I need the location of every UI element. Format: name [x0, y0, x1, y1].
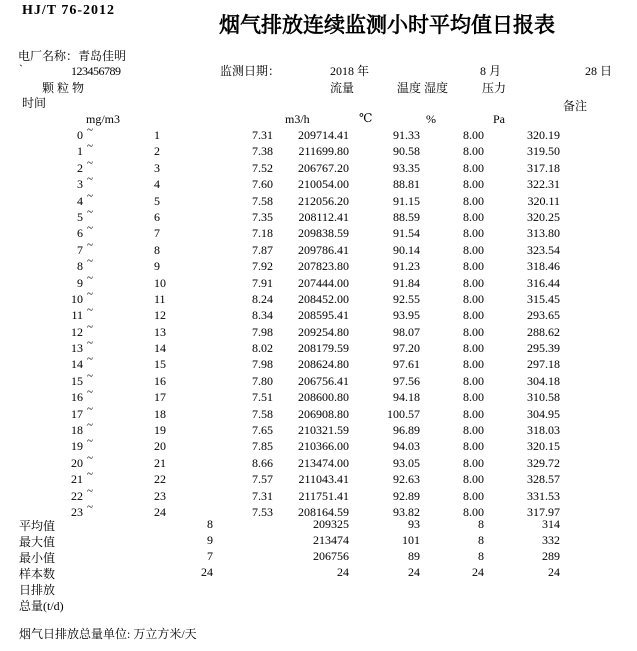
humidity-value: 8.00 [463, 488, 484, 503]
hour-end: 24 [154, 504, 166, 519]
particulate-value: 7.35 [252, 209, 273, 224]
summary-label: 最大值 [19, 535, 56, 549]
table-row [0, 437, 637, 453]
tilde-mark: ~ [87, 238, 93, 251]
humidity-value: 8.00 [463, 308, 484, 323]
hour-start: 10 [71, 291, 83, 306]
data-rows [0, 126, 637, 519]
temperature-value: 97.61 [393, 357, 420, 372]
table-row [0, 287, 637, 306]
summary-flow-value: 206756 [313, 549, 349, 563]
summary-temperature-value: 89 [408, 549, 420, 563]
particulate-value: 7.92 [252, 259, 273, 274]
flow-value: 206756.41 [298, 373, 349, 388]
hour-start: 23 [71, 504, 83, 519]
flow-value: 208452.00 [298, 291, 349, 306]
pressure-value: 310.58 [527, 390, 560, 405]
pressure-value: 293.65 [527, 308, 560, 323]
hour-end: 3 [154, 160, 160, 175]
particulate-value: 7.98 [252, 357, 273, 372]
particulate-value: 7.65 [252, 423, 273, 438]
hour-start: 9 [77, 275, 83, 290]
flow-value: 210321.59 [298, 423, 349, 438]
particulate-value: 8.34 [252, 308, 273, 323]
summary-flow-value: 213474 [313, 533, 349, 547]
summary-row [0, 548, 637, 564]
table-row [0, 224, 637, 240]
tilde-mark: ~ [87, 468, 93, 481]
temperature-value: 97.56 [393, 373, 420, 388]
tilde-mark: ~ [87, 451, 93, 464]
flow-value: 208112.41 [298, 209, 349, 224]
pressure-value: 297.18 [527, 357, 560, 372]
tilde-mark: ~ [87, 500, 93, 513]
particulate-value: 7.51 [252, 390, 273, 405]
column-header-remark: 备注 [563, 99, 588, 113]
flow-value: 211699.80 [298, 144, 349, 159]
flow-value: 208600.80 [298, 390, 349, 405]
tilde-mark: ~ [87, 402, 93, 415]
unit-particulate: mg/m3 [86, 112, 121, 126]
humidity-value: 8.00 [463, 275, 484, 290]
hour-end: 19 [154, 423, 166, 438]
standard-code: HJ/T 76-2012 [22, 3, 116, 18]
particulate-value: 7.58 [252, 406, 273, 421]
temperature-value: 93.82 [393, 504, 420, 519]
particulate-value: 7.31 [252, 128, 273, 142]
date-year: 2018 年 [330, 64, 370, 78]
pressure-value: 317.97 [527, 504, 560, 519]
tilde-mark: ~ [87, 189, 93, 202]
particulate-value: 7.58 [252, 193, 273, 208]
summary-row [0, 516, 637, 532]
hour-start: 13 [71, 341, 83, 356]
footer-note: 烟气日排放总量单位: 万立方米/天 [19, 627, 197, 641]
particulate-value: 7.38 [252, 144, 273, 159]
tilde-mark: ~ [87, 419, 93, 432]
hour-end: 8 [154, 242, 160, 257]
summary-particulate-value: 7 [207, 549, 213, 563]
temperature-value: 91.23 [393, 259, 420, 274]
summary-label: 最小值 [19, 551, 56, 565]
humidity-value: 8.00 [463, 439, 484, 454]
pressure-value: 304.95 [527, 406, 560, 421]
summary-label: 日排放 [19, 583, 56, 597]
hour-start: 2 [77, 160, 83, 175]
summary-pressure-value: 314 [542, 517, 560, 531]
plant-name-value: 青岛佳明 [78, 49, 127, 63]
pressure-value: 329.72 [527, 455, 560, 470]
temperature-value: 88.59 [393, 209, 420, 224]
table-row [0, 238, 637, 257]
summary-humidity-value: 24 [472, 565, 484, 579]
summary-humidity-value: 8 [478, 549, 484, 563]
particulate-value: 7.87 [252, 242, 273, 257]
hour-start: 3 [77, 177, 83, 192]
hour-end: 12 [154, 308, 166, 323]
summary-temperature-value: 24 [408, 565, 420, 579]
hour-end: 20 [154, 439, 166, 454]
table-row [0, 421, 637, 437]
table-row [0, 451, 637, 470]
hour-start: 5 [77, 209, 83, 224]
summary-row [0, 532, 637, 548]
summary-rows [0, 516, 637, 612]
summary-label: 平均值 [19, 519, 56, 533]
flow-value: 209254.80 [298, 324, 349, 339]
temperature-value: 93.35 [393, 160, 420, 175]
hour-end: 22 [154, 472, 166, 487]
flow-value: 211043.41 [298, 472, 349, 487]
tilde-mark: ~ [87, 320, 93, 333]
flow-value: 207444.00 [298, 275, 349, 290]
table-row [0, 156, 637, 175]
tilde-mark: ~ [87, 271, 93, 284]
table-row [0, 257, 637, 273]
tilde-mark: ~ [87, 140, 93, 153]
pressure-value: 328.57 [527, 472, 560, 487]
hour-end: 11 [154, 291, 166, 306]
temperature-value: 92.55 [393, 291, 420, 306]
date-month: 8 月 [480, 64, 502, 78]
flow-value: 212056.20 [298, 193, 349, 208]
column-header-pressure: 压力 [482, 81, 507, 95]
tilde-mark: ~ [87, 337, 93, 350]
pressure-value: 317.18 [527, 160, 560, 175]
hour-end: 5 [154, 193, 160, 208]
table-row [0, 306, 637, 322]
pressure-value: 295.39 [527, 341, 560, 356]
table-row [0, 271, 637, 290]
temperature-value: 91.33 [393, 128, 420, 142]
humidity-value: 8.00 [463, 357, 484, 372]
flow-value: 206767.20 [298, 160, 349, 175]
flow-value: 208624.80 [298, 357, 349, 372]
temperature-value: 91.54 [393, 226, 420, 241]
particulate-value: 7.85 [252, 439, 273, 454]
tilde-mark: ~ [87, 435, 93, 448]
tilde-mark: ~ [87, 369, 93, 382]
pressure-value: 304.18 [527, 373, 560, 388]
humidity-value: 8.00 [463, 291, 484, 306]
summary-temperature-value: 93 [408, 517, 420, 531]
humidity-value: 8.00 [463, 128, 484, 142]
tilde-mark: ~ [87, 124, 93, 136]
humidity-value: 8.00 [463, 341, 484, 356]
hour-end: 6 [154, 209, 160, 224]
summary-label: 总量(t/d) [19, 599, 64, 613]
hour-start: 17 [71, 406, 83, 421]
pressure-value: 313.80 [527, 226, 560, 241]
particulate-value: 7.31 [252, 488, 273, 503]
flow-value: 209786.41 [298, 242, 349, 257]
table-row [0, 470, 637, 486]
temperature-value: 96.89 [393, 423, 420, 438]
humidity-value: 8.00 [463, 324, 484, 339]
pressure-value: 315.45 [527, 291, 560, 306]
column-header-particulate: 颗粒物 [42, 81, 88, 95]
particulate-value: 7.52 [252, 160, 273, 175]
hour-end: 7 [154, 226, 160, 241]
summary-row [0, 564, 637, 580]
hour-start: 18 [71, 423, 83, 438]
hour-end: 15 [154, 357, 166, 372]
pressure-value: 320.11 [527, 193, 560, 208]
summary-row [0, 596, 637, 612]
temperature-value: 91.84 [393, 275, 420, 290]
flow-value: 208595.41 [298, 308, 349, 323]
hour-start: 20 [71, 455, 83, 470]
humidity-value: 8.00 [463, 226, 484, 241]
temperature-value: 93.95 [393, 308, 420, 323]
pressure-value: 323.54 [527, 242, 560, 257]
table-row [0, 388, 637, 404]
hour-end: 1 [154, 128, 160, 142]
summary-flow-value: 24 [337, 565, 349, 579]
summary-humidity-value: 8 [478, 517, 484, 531]
humidity-value: 8.00 [463, 242, 484, 257]
hour-start: 15 [71, 373, 83, 388]
flow-value: 209838.59 [298, 226, 349, 241]
tilde-mark: ~ [87, 304, 93, 317]
humidity-value: 8.00 [463, 390, 484, 405]
temperature-value: 97.20 [393, 341, 420, 356]
hour-end: 18 [154, 406, 166, 421]
page-title: 烟气排放连续监测小时平均值日报表 [219, 13, 555, 37]
table-row [0, 320, 637, 339]
tilde-mark: ~ [87, 287, 93, 300]
tilde-mark: ~ [87, 156, 93, 169]
table-row [0, 355, 637, 371]
particulate-value: 8.24 [252, 291, 273, 306]
temperature-value: 91.15 [393, 193, 420, 208]
temperature-value: 92.89 [393, 488, 420, 503]
unit-humidity: % [426, 112, 436, 126]
plant-name-label: 电厂名称： [18, 49, 79, 63]
pressure-value: 318.46 [527, 259, 560, 274]
summary-humidity-value: 8 [478, 533, 484, 547]
summary-particulate-value: 8 [207, 517, 213, 531]
table-row [0, 339, 637, 355]
flow-value: 211751.41 [298, 488, 349, 503]
temperature-value: 98.07 [393, 324, 420, 339]
tilde-mark: ~ [87, 205, 93, 218]
hour-end: 10 [154, 275, 166, 290]
date-day: 28 日 [585, 64, 613, 78]
hour-start: 14 [71, 357, 83, 372]
summary-flow-value: 209325 [313, 517, 349, 531]
humidity-value: 8.00 [463, 504, 484, 519]
hour-start: 8 [77, 259, 83, 274]
humidity-value: 8.00 [463, 406, 484, 421]
hour-end: 17 [154, 390, 166, 405]
pressure-value: 316.44 [527, 275, 560, 290]
tilde-mark: ~ [87, 353, 93, 366]
temperature-value: 90.58 [393, 144, 420, 159]
temperature-value: 100.57 [387, 406, 420, 421]
unit-pressure: Pa [493, 112, 505, 126]
tilde-mark: ~ [87, 484, 93, 497]
hour-end: 16 [154, 373, 166, 388]
hour-end: 21 [154, 455, 166, 470]
pressure-value: 320.15 [527, 439, 560, 454]
summary-pressure-value: 332 [542, 533, 560, 547]
hour-end: 4 [154, 177, 160, 192]
hour-start: 11 [71, 308, 83, 323]
summary-pressure-value: 24 [548, 565, 560, 579]
humidity-value: 8.00 [463, 373, 484, 388]
summary-pressure-value: 289 [542, 549, 560, 563]
unit-flow: m3/h [285, 112, 310, 126]
plant-code: 123456789 [71, 64, 121, 78]
pressure-value: 318.03 [527, 423, 560, 438]
hour-start: 0 [77, 128, 83, 142]
column-header-time: 时间 [22, 96, 47, 110]
hour-end: 13 [154, 324, 166, 339]
unit-temperature: ℃ [359, 111, 373, 125]
pressure-value: 322.31 [527, 177, 560, 192]
particulate-value: 7.60 [252, 177, 273, 192]
humidity-value: 8.00 [463, 455, 484, 470]
flow-value: 208164.59 [298, 504, 349, 519]
particulate-value: 7.18 [252, 226, 273, 241]
column-header-temp-humidity: 温度 湿度 [397, 81, 449, 95]
flow-value: 208179.59 [298, 341, 349, 356]
table-row [0, 142, 637, 158]
table-row [0, 189, 637, 208]
tilde-mark: ~ [87, 255, 93, 268]
summary-row [0, 580, 637, 596]
humidity-value: 8.00 [463, 177, 484, 192]
hour-end: 2 [154, 144, 160, 159]
particulate-value: 7.57 [252, 472, 273, 487]
particulate-value: 8.66 [252, 455, 273, 470]
particulate-value: 7.91 [252, 275, 273, 290]
humidity-value: 8.00 [463, 193, 484, 208]
flow-value: 209714.41 [298, 128, 349, 142]
flow-value: 207823.80 [298, 259, 349, 274]
pressure-value: 331.53 [527, 488, 560, 503]
hour-end: 23 [154, 488, 166, 503]
temperature-value: 93.05 [393, 455, 420, 470]
flow-value: 210366.00 [298, 439, 349, 454]
temperature-value: 92.63 [393, 472, 420, 487]
hour-start: 7 [77, 242, 83, 257]
particulate-value: 7.98 [252, 324, 273, 339]
stray-backtick-mark: ` [19, 62, 23, 76]
table-row [0, 402, 637, 421]
temperature-value: 94.03 [393, 439, 420, 454]
tilde-mark: ~ [87, 222, 93, 235]
hour-start: 21 [71, 472, 83, 487]
particulate-value: 7.53 [252, 504, 273, 519]
particulate-value: 8.02 [252, 341, 273, 356]
table-row [0, 369, 637, 388]
temperature-value: 88.81 [393, 177, 420, 192]
table-row [0, 126, 637, 142]
hour-start: 1 [77, 144, 83, 159]
pressure-value: 320.25 [527, 209, 560, 224]
hour-start: 16 [71, 390, 83, 405]
pressure-value: 288.62 [527, 324, 560, 339]
humidity-value: 8.00 [463, 423, 484, 438]
tilde-mark: ~ [87, 386, 93, 399]
hour-start: 12 [71, 324, 83, 339]
column-header-flow: 流量 [330, 81, 355, 95]
hour-start: 19 [71, 439, 83, 454]
temperature-value: 90.14 [393, 242, 420, 257]
flow-value: 213474.00 [298, 455, 349, 470]
pressure-value: 320.19 [527, 128, 560, 142]
monitor-date-label: 监测日期： [220, 64, 281, 78]
table-row [0, 205, 637, 224]
table-row [0, 484, 637, 503]
table-row [0, 175, 637, 191]
plant-name-line [18, 49, 126, 63]
hour-end: 14 [154, 341, 166, 356]
flow-value: 206908.80 [298, 406, 349, 421]
humidity-value: 8.00 [463, 160, 484, 175]
summary-temperature-value: 101 [402, 533, 420, 547]
hour-start: 4 [77, 193, 83, 208]
flow-value: 210054.00 [298, 177, 349, 192]
humidity-value: 8.00 [463, 472, 484, 487]
tilde-mark: ~ [87, 173, 93, 186]
humidity-value: 8.00 [463, 259, 484, 274]
summary-particulate-value: 24 [201, 565, 213, 579]
pressure-value: 319.50 [527, 144, 560, 159]
humidity-value: 8.00 [463, 144, 484, 159]
hour-end: 9 [154, 259, 160, 274]
hour-start: 6 [77, 226, 83, 241]
particulate-value: 7.80 [252, 373, 273, 388]
humidity-value: 8.00 [463, 209, 484, 224]
summary-label: 样本数 [19, 567, 56, 581]
hour-start: 22 [71, 488, 83, 503]
summary-particulate-value: 9 [207, 533, 213, 547]
temperature-value: 94.18 [393, 390, 420, 405]
